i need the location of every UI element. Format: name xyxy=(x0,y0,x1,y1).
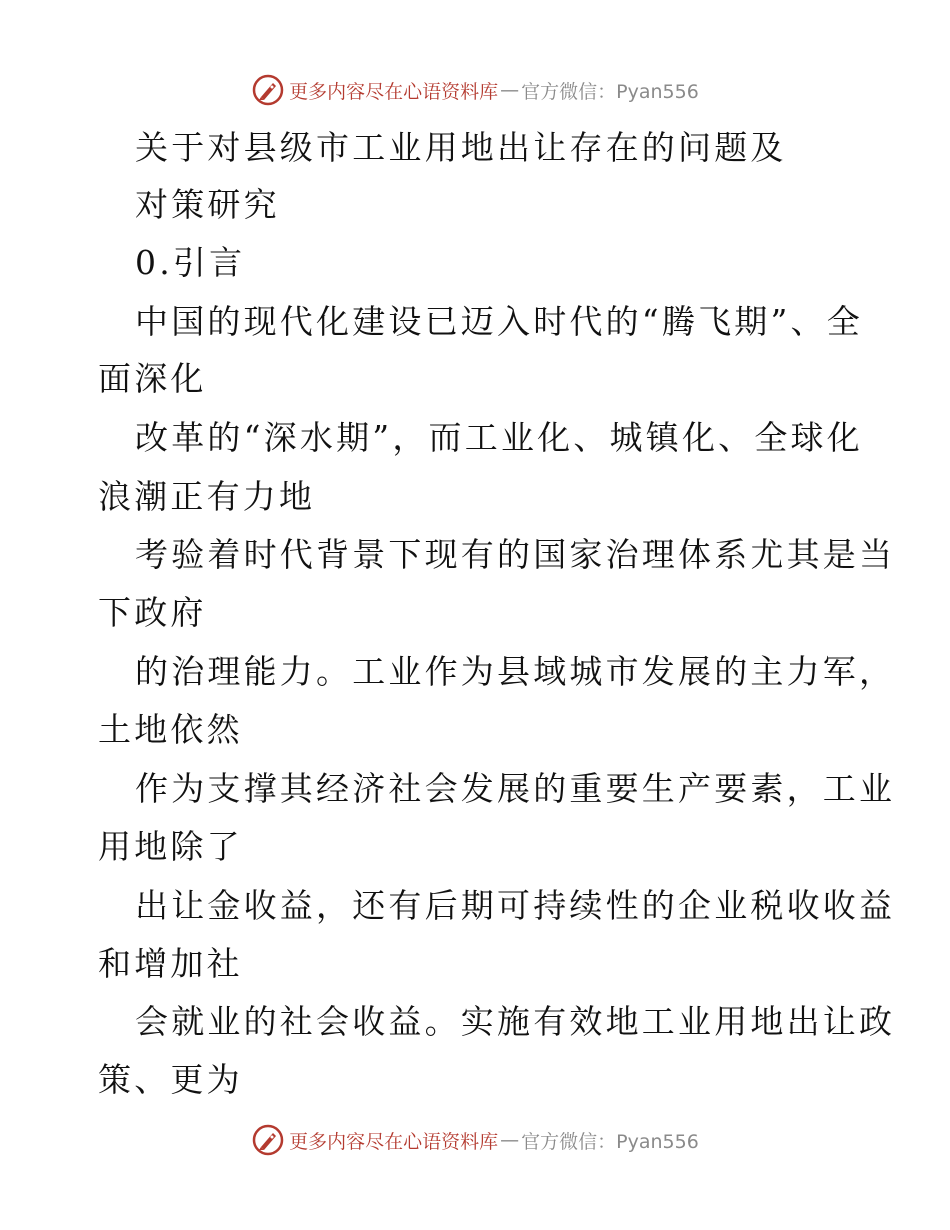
banner-separator: — xyxy=(500,79,520,101)
banner-slogan: 更多内容尽在心语资料库 xyxy=(289,80,499,103)
paragraph-line: 中国的现代化建设已迈入时代的“腾飞期”、全 xyxy=(135,302,863,341)
pen-nib-logo-icon xyxy=(251,73,285,107)
pen-nib-logo-icon xyxy=(251,1123,285,1157)
paragraph-line: 改革的“深水期”，而工业化、城镇化、全球化 xyxy=(135,418,863,457)
banner-contact: 官方微信：Pyan556 xyxy=(521,80,699,103)
paragraph-line: 的治理能力。工业作为县域城市发展的主力军， xyxy=(135,652,896,691)
header-banner xyxy=(0,70,950,110)
paragraph-line: 面深化 xyxy=(98,359,207,398)
banner-slogan: 更多内容尽在心语资料库 xyxy=(289,1130,499,1153)
paragraph-line: 考验着时代背景下现有的国家治理体系尤其是当 xyxy=(135,535,896,574)
paragraph-line: 作为支撑其经济社会发展的重要生产要素，工业 xyxy=(135,769,896,808)
banner-separator: — xyxy=(500,1129,520,1151)
paragraph-line: 土地依然 xyxy=(98,710,243,749)
document-title-line-2: 对策研究 xyxy=(135,185,280,224)
paragraph-line: 策、更为 xyxy=(98,1060,243,1099)
paragraph-line: 会就业的社会收益。实施有效地工业用地出让政 xyxy=(135,1002,896,1041)
paragraph-line: 出让金收益，还有后期可持续性的企业税收收益 xyxy=(135,886,896,925)
paragraph-line: 和增加社 xyxy=(98,944,243,983)
paragraph-line: 浪潮正有力地 xyxy=(98,477,316,516)
footer-banner xyxy=(0,1120,950,1160)
banner-contact: 官方微信：Pyan556 xyxy=(521,1130,699,1153)
section-heading: 0.引言 xyxy=(135,243,246,282)
document-title-line-1: 关于对县级市工业用地出让存在的问题及 xyxy=(135,128,787,167)
paragraph-line: 下政府 xyxy=(98,593,207,632)
paragraph-line: 用地除了 xyxy=(98,827,243,866)
